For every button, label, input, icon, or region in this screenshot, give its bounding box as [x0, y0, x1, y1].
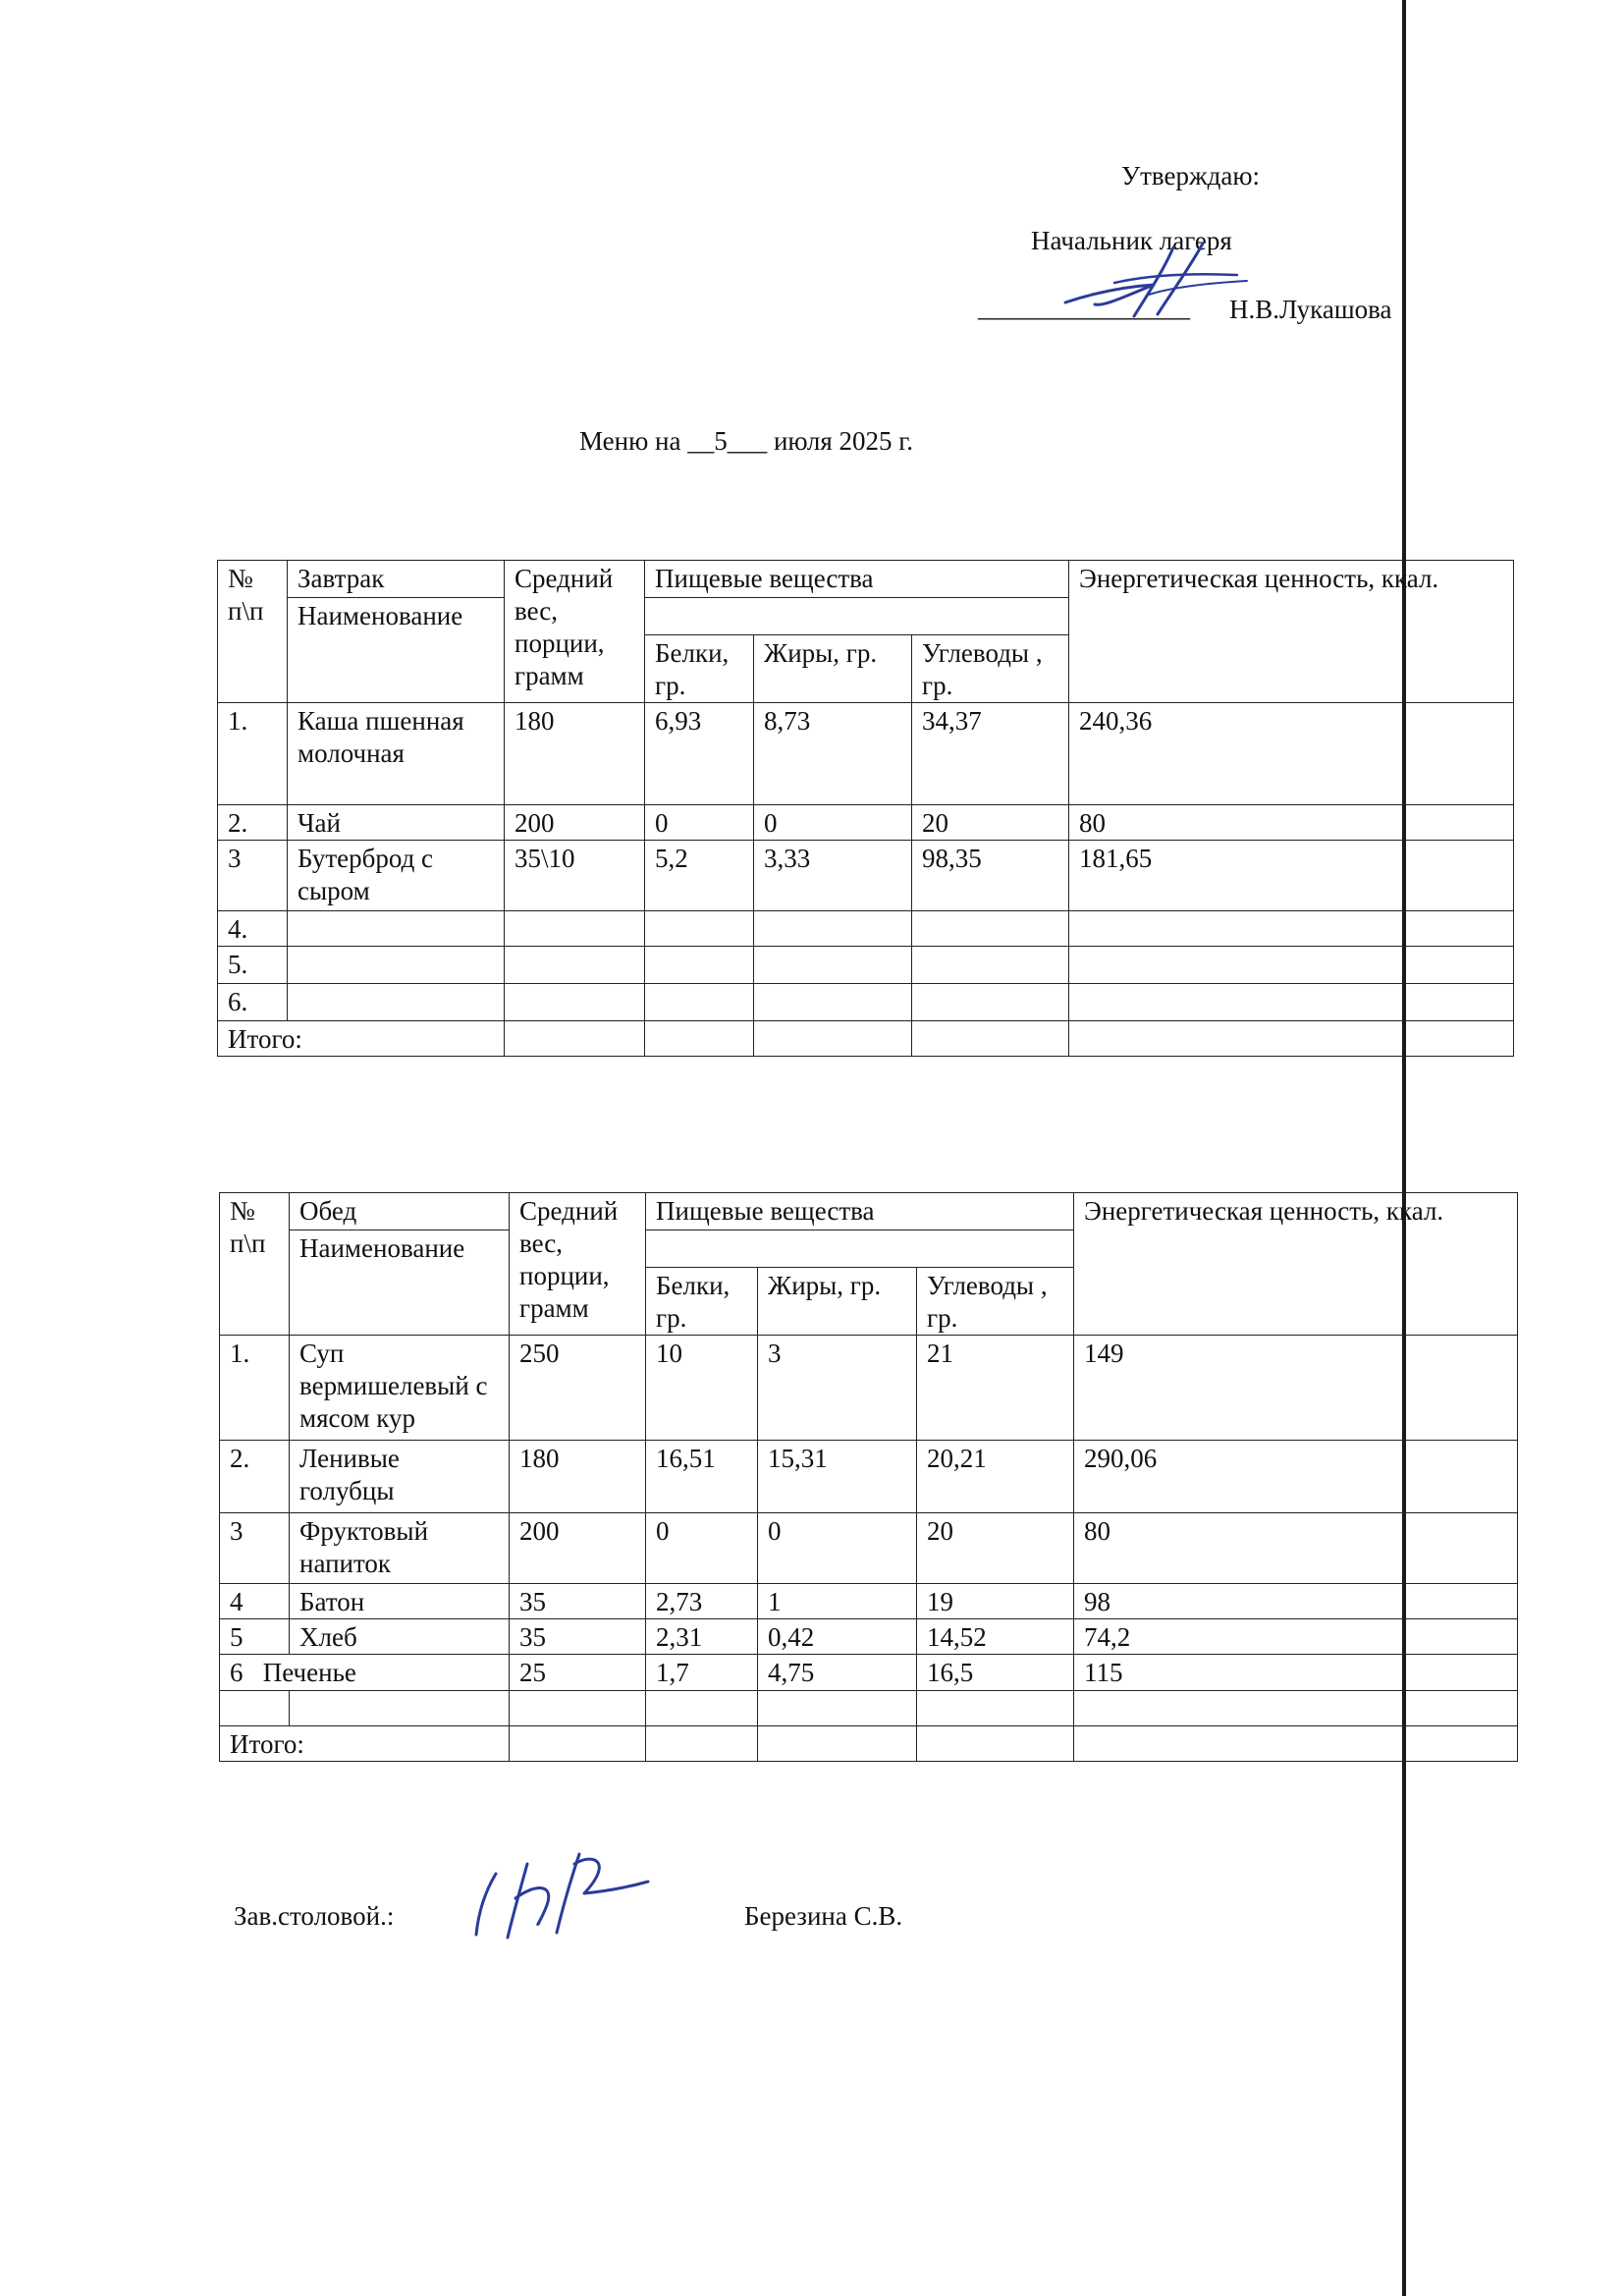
cell-name: Чай — [288, 805, 505, 841]
cell-protein: 6,93 — [645, 703, 754, 805]
header-num: № п\п — [220, 1193, 290, 1336]
cell-protein: 0 — [645, 805, 754, 841]
cell-num: 2. — [220, 1441, 290, 1513]
cell-num — [220, 1691, 290, 1726]
cell-protein — [645, 911, 754, 947]
total-cell — [505, 1021, 645, 1057]
scan-edge-line — [1402, 0, 1406, 2296]
header-carbs: Углеводы , гр. — [912, 635, 1069, 703]
cell-name — [288, 911, 505, 947]
cell-num: 1. — [220, 1336, 290, 1441]
total-cell — [912, 1021, 1069, 1057]
cell-fat: 1 — [758, 1584, 917, 1619]
cell-num: 2. — [218, 805, 288, 841]
canteen-signature — [466, 1844, 663, 1947]
cell-weight: 250 — [510, 1336, 646, 1441]
cell-energy: 74,2 — [1074, 1619, 1518, 1655]
cell-protein — [645, 984, 754, 1021]
cell-fat: 4,75 — [758, 1655, 917, 1691]
lunch-table — [219, 1192, 1518, 1762]
cell-weight: 35\10 — [505, 841, 645, 911]
cell-num: 5 — [220, 1619, 290, 1655]
header-name: Наименование — [288, 598, 505, 703]
cell-protein: 0 — [646, 1513, 758, 1584]
cell-carbs — [912, 947, 1069, 984]
table-row — [220, 1619, 1518, 1655]
cell-weight: 35 — [510, 1584, 646, 1619]
cell-num: 4. — [218, 911, 288, 947]
cell-energy: 80 — [1069, 805, 1514, 841]
cell-weight: 200 — [505, 805, 645, 841]
cell-name: Батон — [290, 1584, 510, 1619]
total-cell — [646, 1726, 758, 1762]
approval-signature-line: ________________ — [978, 293, 1190, 322]
header-meal: Обед — [290, 1193, 510, 1230]
cell-energy — [1069, 911, 1514, 947]
cell-name — [288, 984, 505, 1021]
cell-name: Хлеб — [290, 1619, 510, 1655]
total-cell — [1069, 1021, 1514, 1057]
cell-num: 6 Печенье — [220, 1655, 510, 1691]
table-row — [220, 1655, 1518, 1691]
approval-heading: Утверждаю: — [1121, 161, 1261, 191]
footer-label: Зав.столовой.: — [234, 1901, 395, 1931]
total-row — [218, 1021, 1514, 1057]
cell-carbs — [912, 984, 1069, 1021]
header-num: № п\п — [218, 561, 288, 703]
cell-fat: 15,31 — [758, 1441, 917, 1513]
cell-protein: 10 — [646, 1336, 758, 1441]
cell-energy — [1074, 1691, 1518, 1726]
cell-name: Каша пшенная молочная — [288, 703, 505, 805]
cell-energy: 290,06 — [1074, 1441, 1518, 1513]
cell-fat: 8,73 — [754, 703, 912, 805]
cell-protein: 2,31 — [646, 1619, 758, 1655]
total-label: Итого: — [218, 1021, 505, 1057]
cell-carbs: 14,52 — [917, 1619, 1074, 1655]
header-name: Наименование — [290, 1230, 510, 1336]
cell-carbs: 34,37 — [912, 703, 1069, 805]
approval-position: Начальник лагеря — [1031, 226, 1232, 255]
table-row — [218, 947, 1514, 984]
cell-protein: 1,7 — [646, 1655, 758, 1691]
cell-num: 3 — [220, 1513, 290, 1584]
total-cell — [917, 1726, 1074, 1762]
cell-carbs — [912, 911, 1069, 947]
table-row — [220, 1336, 1518, 1441]
cell-weight: 200 — [510, 1513, 646, 1584]
cell-name — [290, 1691, 510, 1726]
table-row — [220, 1513, 1518, 1584]
table-row — [218, 703, 1514, 805]
header-nutrients: Пищевые вещества — [646, 1193, 1074, 1230]
table-row — [220, 1441, 1518, 1513]
cell-carbs: 20 — [917, 1513, 1074, 1584]
total-cell — [645, 1021, 754, 1057]
header-energy: Энергетическая ценность, ккал. — [1069, 561, 1514, 703]
total-cell — [754, 1021, 912, 1057]
cell-carbs: 20 — [912, 805, 1069, 841]
table-row — [220, 1691, 1518, 1726]
cell-weight — [505, 947, 645, 984]
header-protein: Белки, гр. — [645, 635, 754, 703]
cell-protein: 16,51 — [646, 1441, 758, 1513]
cell-carbs: 16,5 — [917, 1655, 1074, 1691]
header-protein: Белки, гр. — [646, 1268, 758, 1336]
cell-energy: 80 — [1074, 1513, 1518, 1584]
cell-carbs — [917, 1691, 1074, 1726]
cell-energy: 240,36 — [1069, 703, 1514, 805]
header-meal: Завтрак — [288, 561, 505, 598]
cell-protein: 5,2 — [645, 841, 754, 911]
cell-protein — [645, 947, 754, 984]
cell-num: 6. — [218, 984, 288, 1021]
header-carbs: Углеводы , гр. — [917, 1268, 1074, 1336]
cell-num: 5. — [218, 947, 288, 984]
breakfast-table — [217, 560, 1514, 1057]
cell-fat: 0,42 — [758, 1619, 917, 1655]
cell-carbs: 21 — [917, 1336, 1074, 1441]
cell-fat: 0 — [758, 1513, 917, 1584]
table-row — [218, 911, 1514, 947]
cell-protein: 2,73 — [646, 1584, 758, 1619]
cell-energy — [1069, 947, 1514, 984]
total-label: Итого: — [220, 1726, 510, 1762]
cell-name: Фруктовый напиток — [290, 1513, 510, 1584]
header-weight: Средний вес, порции, грамм — [510, 1193, 646, 1336]
table-row — [218, 841, 1514, 911]
header-weight: Средний вес, порции, грамм — [505, 561, 645, 703]
header-fat: Жиры, гр. — [754, 635, 912, 703]
header-fat: Жиры, гр. — [758, 1268, 917, 1336]
cell-weight: 25 — [510, 1655, 646, 1691]
cell-fat — [758, 1691, 917, 1726]
total-row — [220, 1726, 1518, 1762]
cell-fat — [754, 984, 912, 1021]
cell-energy: 181,65 — [1069, 841, 1514, 911]
cell-weight — [510, 1691, 646, 1726]
cell-name — [288, 947, 505, 984]
cell-carbs: 19 — [917, 1584, 1074, 1619]
cell-energy: 149 — [1074, 1336, 1518, 1441]
cell-name: Бутерброд с сыром — [288, 841, 505, 911]
cell-fat — [754, 947, 912, 984]
cell-weight: 180 — [510, 1441, 646, 1513]
cell-weight — [505, 911, 645, 947]
cell-fat: 3,33 — [754, 841, 912, 911]
total-cell — [510, 1726, 646, 1762]
cell-num: 4 — [220, 1584, 290, 1619]
cell-fat: 0 — [754, 805, 912, 841]
cell-carbs: 98,35 — [912, 841, 1069, 911]
cell-energy — [1069, 984, 1514, 1021]
cell-num: 1. — [218, 703, 288, 805]
cell-name: Суп вермишелевый с мясом кур — [290, 1336, 510, 1441]
cell-weight — [505, 984, 645, 1021]
cell-protein — [646, 1691, 758, 1726]
header-energy: Энергетическая ценность, ккал. — [1074, 1193, 1518, 1336]
cell-fat — [754, 911, 912, 947]
cell-num: 3 — [218, 841, 288, 911]
cell-carbs: 20,21 — [917, 1441, 1074, 1513]
table-row — [218, 805, 1514, 841]
cell-energy: 115 — [1074, 1655, 1518, 1691]
menu-title: Меню на __5___ июля 2025 г. — [579, 426, 914, 456]
table-row — [220, 1584, 1518, 1619]
footer-name: Березина С.В. — [744, 1901, 903, 1931]
cell-weight: 180 — [505, 703, 645, 805]
cell-name: Ленивые голубцы — [290, 1441, 510, 1513]
cell-energy: 98 — [1074, 1584, 1518, 1619]
total-cell — [758, 1726, 917, 1762]
header-nutrients: Пищевые вещества — [645, 561, 1069, 598]
director-signature — [1056, 236, 1252, 329]
table-row — [218, 984, 1514, 1021]
total-cell — [1074, 1726, 1518, 1762]
approval-name: Н.В.Лукашова — [1229, 295, 1392, 324]
cell-fat: 3 — [758, 1336, 917, 1441]
cell-weight: 35 — [510, 1619, 646, 1655]
